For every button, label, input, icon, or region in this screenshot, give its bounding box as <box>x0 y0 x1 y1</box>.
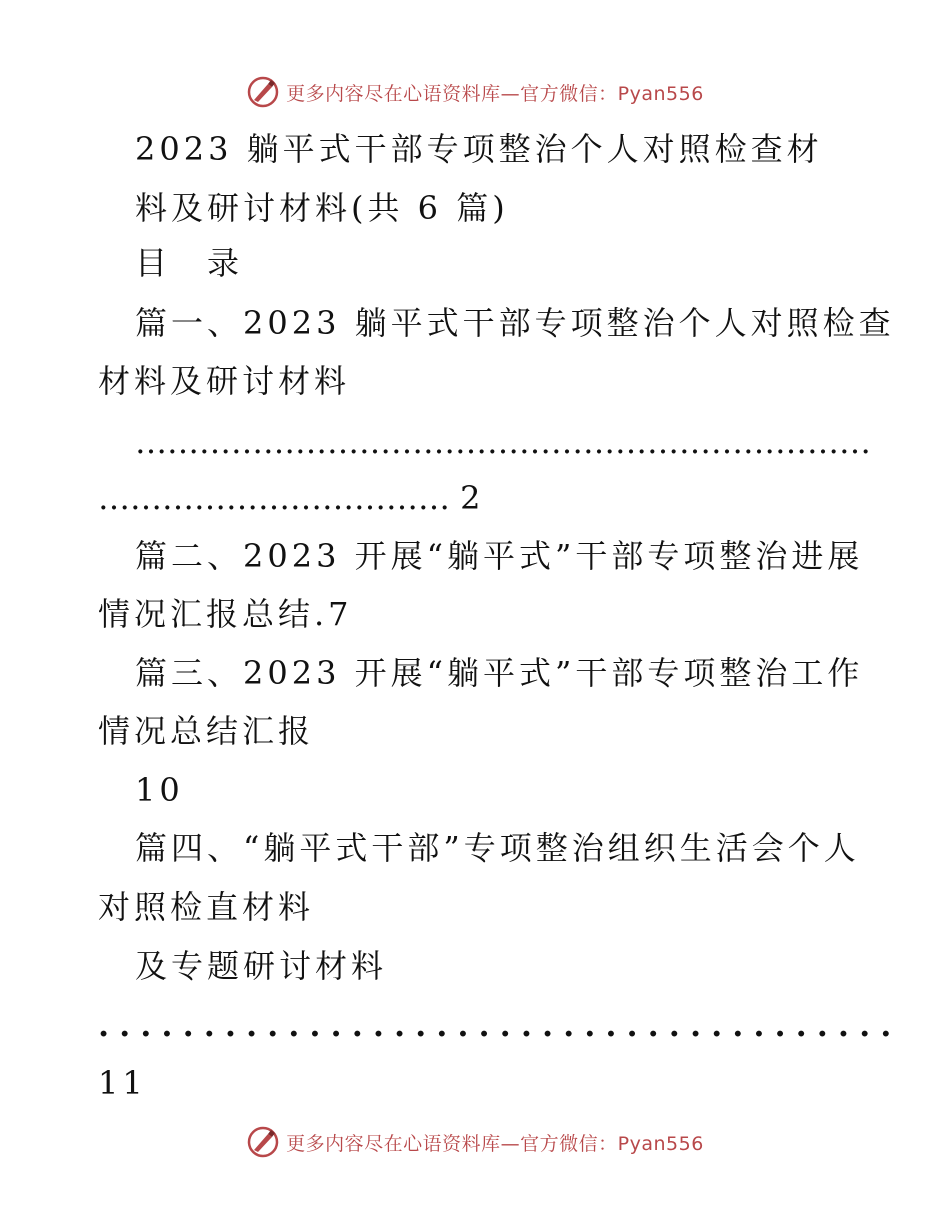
toc-heading: 目 录 <box>135 244 244 282</box>
document-title-line-2: 料及研讨材料(共 6 篇) <box>135 189 509 227</box>
toc-entry-1-line-1: 篇一、2023 躺平式干部专项整治个人对照检查 <box>135 304 895 342</box>
toc-entry-3-page: 10 <box>135 771 184 809</box>
toc-entry-4-line-2: 对照检直材料 <box>98 888 315 926</box>
toc-entry-2-line-2: 情况汇报总结.7 <box>98 595 353 633</box>
toc-entry-4-page: 11 <box>98 1064 147 1102</box>
pen-circle-logo-icon <box>246 75 280 109</box>
toc-entry-2-line-1: 篇二、2023 开展“躺平式”干部专项整治进展 <box>135 537 864 575</box>
watermark-text: 更多内容尽在心语资料库—官方微信：Pyan556 <box>286 1132 704 1155</box>
document-title-line-1: 2023 躺平式干部专项整治个人对照检查材 <box>135 130 823 168</box>
toc-entry-1-page: …………………………… 2 <box>98 479 481 517</box>
watermark-text: 更多内容尽在心语资料库—官方微信：Pyan556 <box>286 82 704 105</box>
watermark-banner-bottom <box>0 1120 950 1164</box>
watermark-banner-top <box>0 70 950 114</box>
pen-circle-logo-icon <box>246 1125 280 1159</box>
toc-entry-4-line-1: 篇四、“躺平式干部”专项整治组织生活会个人 <box>135 829 860 867</box>
toc-entry-1-dot-leader: …………………………………………………………… <box>135 423 871 461</box>
toc-entry-4-dot-leader: ...................................... <box>98 1006 902 1044</box>
toc-entry-3-line-2: 情况总结汇报 <box>98 712 315 750</box>
toc-entry-1-line-2: 材料及研讨材料 <box>98 362 351 400</box>
toc-entry-3-line-1: 篇三、2023 开展“躺平式”干部专项整治工作 <box>135 654 864 692</box>
toc-entry-4-line-3: 及专题研讨材料 <box>135 947 388 985</box>
